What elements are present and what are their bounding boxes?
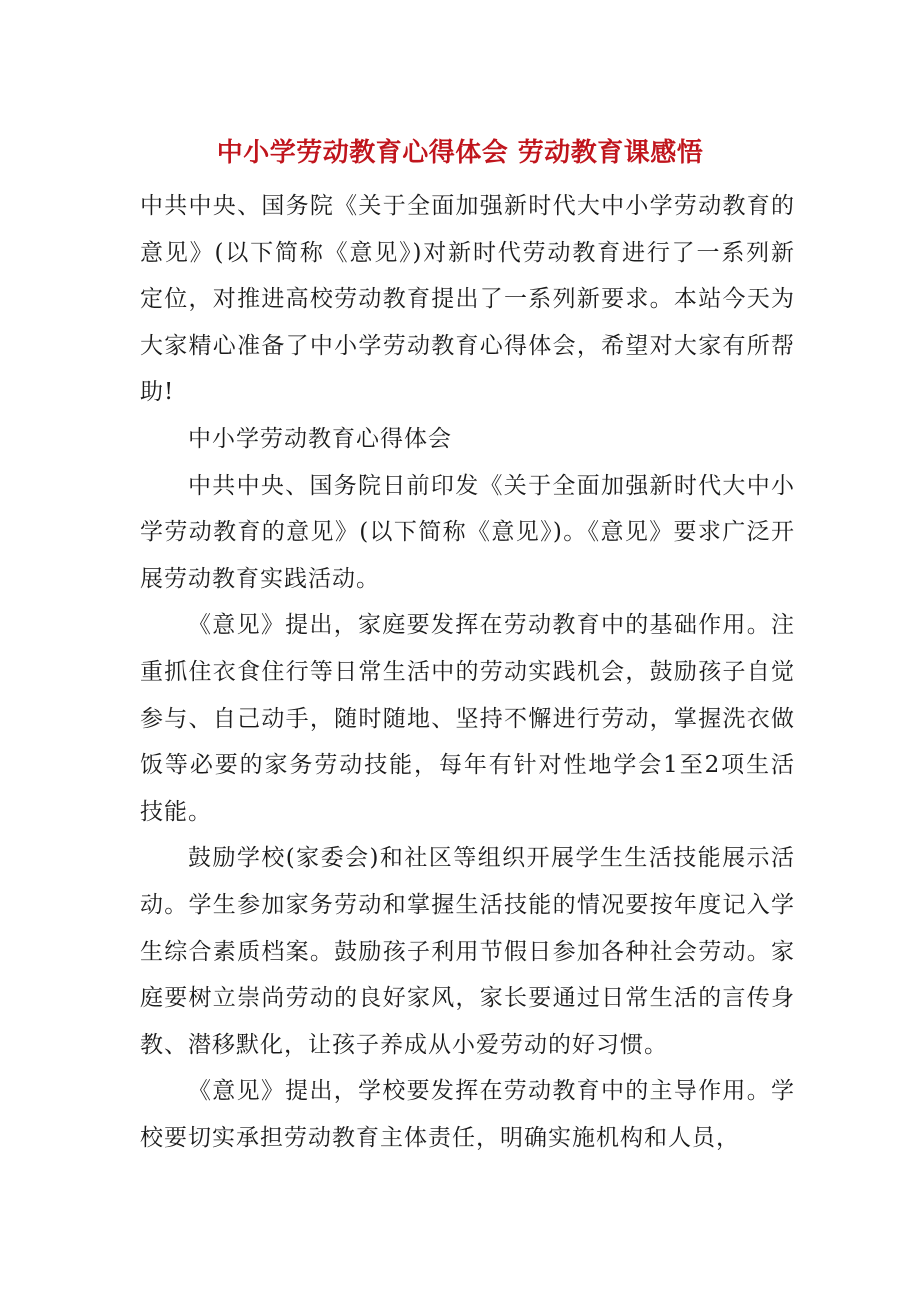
intro-paragraph: 中共中央、国务院《关于全面加强新时代大中小学劳动教育的意见》(以下简称《意见》)对新时代劳动教育进行了一系列新定位，对推进高校劳动教育提出了一系列新要求。本站今天为大家精心准备了中小学劳动教育心得体会，希望对大家有所帮助!: [140, 193, 795, 406]
document-body: [140, 183, 795, 1161]
body-paragraph: 鼓励学校(家委会)和社区等组织开展学生生活技能展示活动。学生参加家务劳动和掌握生活技能的情况要按年度记入学生综合素质档案。鼓励孩子利用节假日参加各种社会劳动。家庭要树立崇尚劳动的良好家风，家长要通过日常生活的言传身教、潜移默化，让孩子养成从小爱劳动的好习惯。: [140, 845, 795, 1058]
section-heading: 中小学劳动教育心得体会: [188, 425, 452, 452]
body-paragraph: 《意见》提出，学校要发挥在劳动教育中的主导作用。学校要切实承担劳动教育主体责任，明确实施机构和人员，: [140, 1078, 795, 1151]
body-paragraph: 《意见》提出，家庭要发挥在劳动教育中的基础作用。注重抓住衣食住行等日常生活中的劳动实践机会，鼓励孩子自觉参与、自己动手，随时随地、坚持不懈进行劳动，掌握洗衣做饭等必要的家务劳动技能，每年有针对性地学会1至2项生活技能。: [140, 612, 795, 825]
document-title: 中小学劳动教育心得体会 劳动教育课感悟: [216, 138, 704, 169]
body-paragraph: 中共中央、国务院日前印发《关于全面加强新时代大中小学劳动教育的意见》(以下简称《意见》)。《意见》要求广泛开展劳动教育实践活动。: [140, 472, 795, 592]
